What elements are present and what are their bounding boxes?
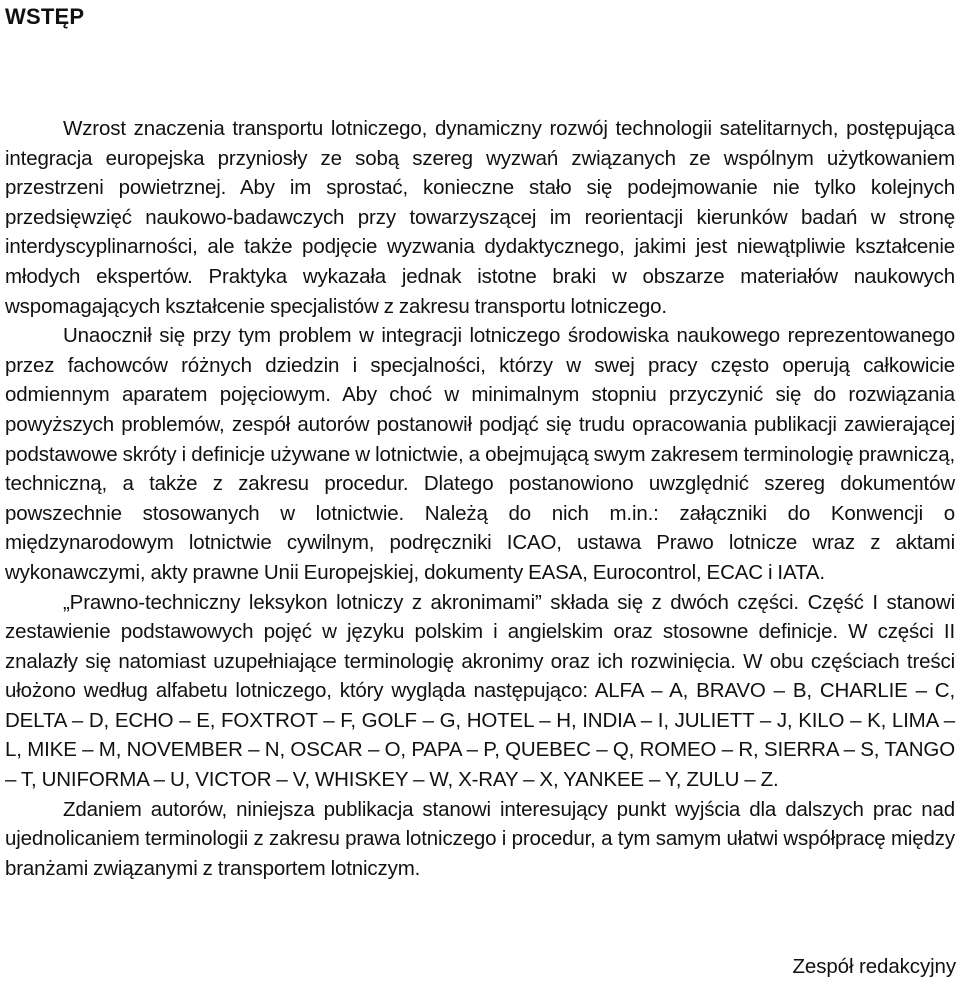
signature: Zespół redakcyjny	[792, 955, 956, 978]
paragraph-1: Wzrost znaczenia transportu lotniczego, dynamiczny rozwój technologii satelitarnych, postępująca integracja europejska przyniosły ze sobą szereg wyzwań związanych ze wspólnym użytkowaniem przestrzeni powietrznej. Aby im sprostać, konieczne stało się podejmowanie nie tylko kolejnych przedsięwzięć naukowo-badawczych przy towarzyszącej im reorientacji kierunków badań w stronę interdyscyplinarności, ale także podjęcie wyzwania dydaktycznego, jakimi jest niewątpliwie kształcenie młodych ekspertów. Praktyka wykazała jednak istotne braki w obszarze materiałów naukowych wspomagających kształcenie specjalistów z zakresu transportu lotniczego.	[5, 117, 955, 318]
paragraph-2: Unaocznił się przy tym problem w integracji lotniczego środowiska naukowego reprezentowanego przez fachowców różnych dziedzin i specjalności, którzy w swej pracy często operują całkowicie odmiennym aparatem pojęciowym. Aby choć w minimalnym stopniu przyczynić się do rozwiązania powyższych problemów, zespół autorów postanowił podjąć się trudu opracowania publikacji zawierającej podstawowe skróty i definicje używane w lotnictwie, a obejmującą swym zakresem terminologię prawniczą, techniczną, a także z zakresu procedur. Dlatego postanowiono uwzględnić szereg dokumentów powszechnie stosowanych w lotnictwie. Należą do nich m.in.: załączniki do Konwencji o międzynarodowym lotnictwie cywilnym, podręczniki ICAO, ustawa Prawo lotnicze wraz z aktami wykonawczymi, akty prawne Unii Europejskiej, dokumenty EASA, Eurocontrol, ECAC i IATA.	[5, 324, 955, 584]
page-title: WSTĘP	[5, 4, 85, 29]
paragraph-4: Zdaniem autorów, niniejsza publikacja stanowi interesujący punkt wyjścia dla dalszych prac nad ujednolicaniem terminologii z zakresu prawa lotniczego i procedur, a tym samym ułatwi współpracę między branżami związanymi z transportem lotniczym.	[5, 797, 955, 880]
document-body	[5, 114, 955, 883]
paragraph-3: „Prawno-techniczny leksykon lotniczy z akronimami” składa się z dwóch części. Część I stanowi zestawienie podstawowych pojęć w języku polskim i angielskim oraz stosowne definicje. W części II znalazły się natomiast uzupełniające terminologię akronimy oraz ich rozwinięcia. W obu częściach treści ułożono według alfabetu lotniczego, który wygląda następująco: ALFA – A, BRAVO – B, CHARLIE – C, DELTA – D, ECHO – E, FOXTROT – F, GOLF – G, HOTEL – H, INDIA – I, JULIETT – J, KILO – K, LIMA – L, MIKE – M, NOVEMBER – N, OSCAR – O, PAPA – P, QUEBEC – Q, ROMEO – R, SIERRA – S, TANGO – T, UNIFORMA – U, VICTOR – V, WHISKEY – W, X-RAY – X, YANKEE – Y, ZULU – Z.	[5, 590, 955, 792]
